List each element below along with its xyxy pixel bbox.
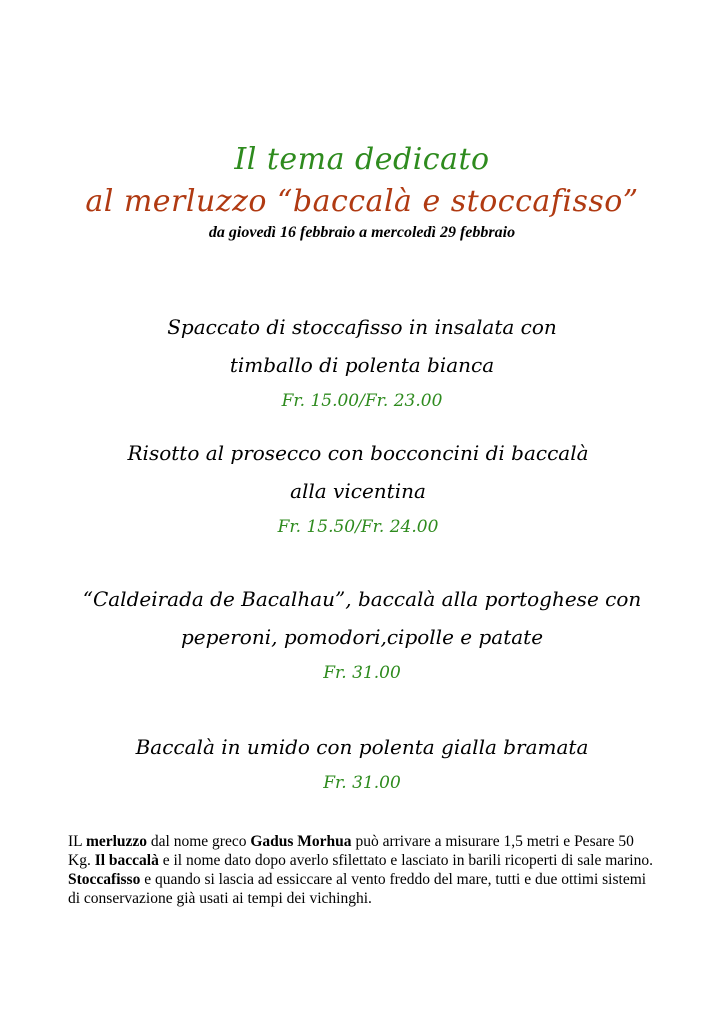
dish-item <box>0 580 724 690</box>
dish-item <box>0 308 724 418</box>
note-text: e quando si lascia ad essiccare al vento freddo del mare, tutti e due ottimi sistemi di conservazione già usati ai tempi dei vichinghi. <box>68 871 647 907</box>
dish-name-line: peperoni, pomodori,cipolle e patate <box>180 625 544 649</box>
note-paragraph <box>68 870 658 908</box>
dish-item <box>0 728 724 800</box>
dish-name-line: alla vicentina <box>290 479 426 503</box>
cod-info-note <box>68 832 658 908</box>
dish-name-line: Baccalà in umido con polenta gialla bramata <box>135 735 589 759</box>
dish-item <box>0 434 720 544</box>
note-bold-text: Il baccalà <box>94 852 159 869</box>
dish-name-line: “Caldeirada de Bacalhau”, baccalà alla portoghese con <box>82 587 642 611</box>
date-range: da giovedì 16 febbraio a mercoledì 29 febbraio <box>208 224 516 241</box>
note-text: IL <box>68 833 86 850</box>
title-line-2: al merluzzo “baccalà e stoccafisso” <box>85 184 639 219</box>
title-line-1: Il tema dedicato <box>234 142 490 177</box>
dish-price: Fr. 15.00/Fr. 23.00 <box>281 391 443 411</box>
dish-price: Fr. 31.00 <box>323 773 401 793</box>
dish-name-line: Risotto al prosecco con bocconcini di baccalà <box>127 441 589 465</box>
note-text: dal nome greco <box>147 833 251 850</box>
dish-name-line: timballo di polenta bianca <box>229 353 495 377</box>
note-text: può arrivare a misurare 1,5 metri e Pesare 50 Kg. <box>68 833 634 869</box>
note-text: e il nome dato dopo averlo sfilettato e lasciato in barili ricoperti di sale marino. <box>158 852 653 869</box>
note-bold-text: Stoccafisso <box>68 871 141 888</box>
note-paragraph <box>68 832 658 870</box>
menu-header <box>0 138 724 244</box>
dish-name-line: Spaccato di stoccafisso in insalata con <box>167 315 557 339</box>
dish-price: Fr. 15.50/Fr. 24.00 <box>277 517 439 537</box>
note-bold-text: Gadus Morhua <box>250 833 352 850</box>
dish-price: Fr. 31.00 <box>323 663 401 683</box>
note-bold-text: merluzzo <box>85 833 148 850</box>
